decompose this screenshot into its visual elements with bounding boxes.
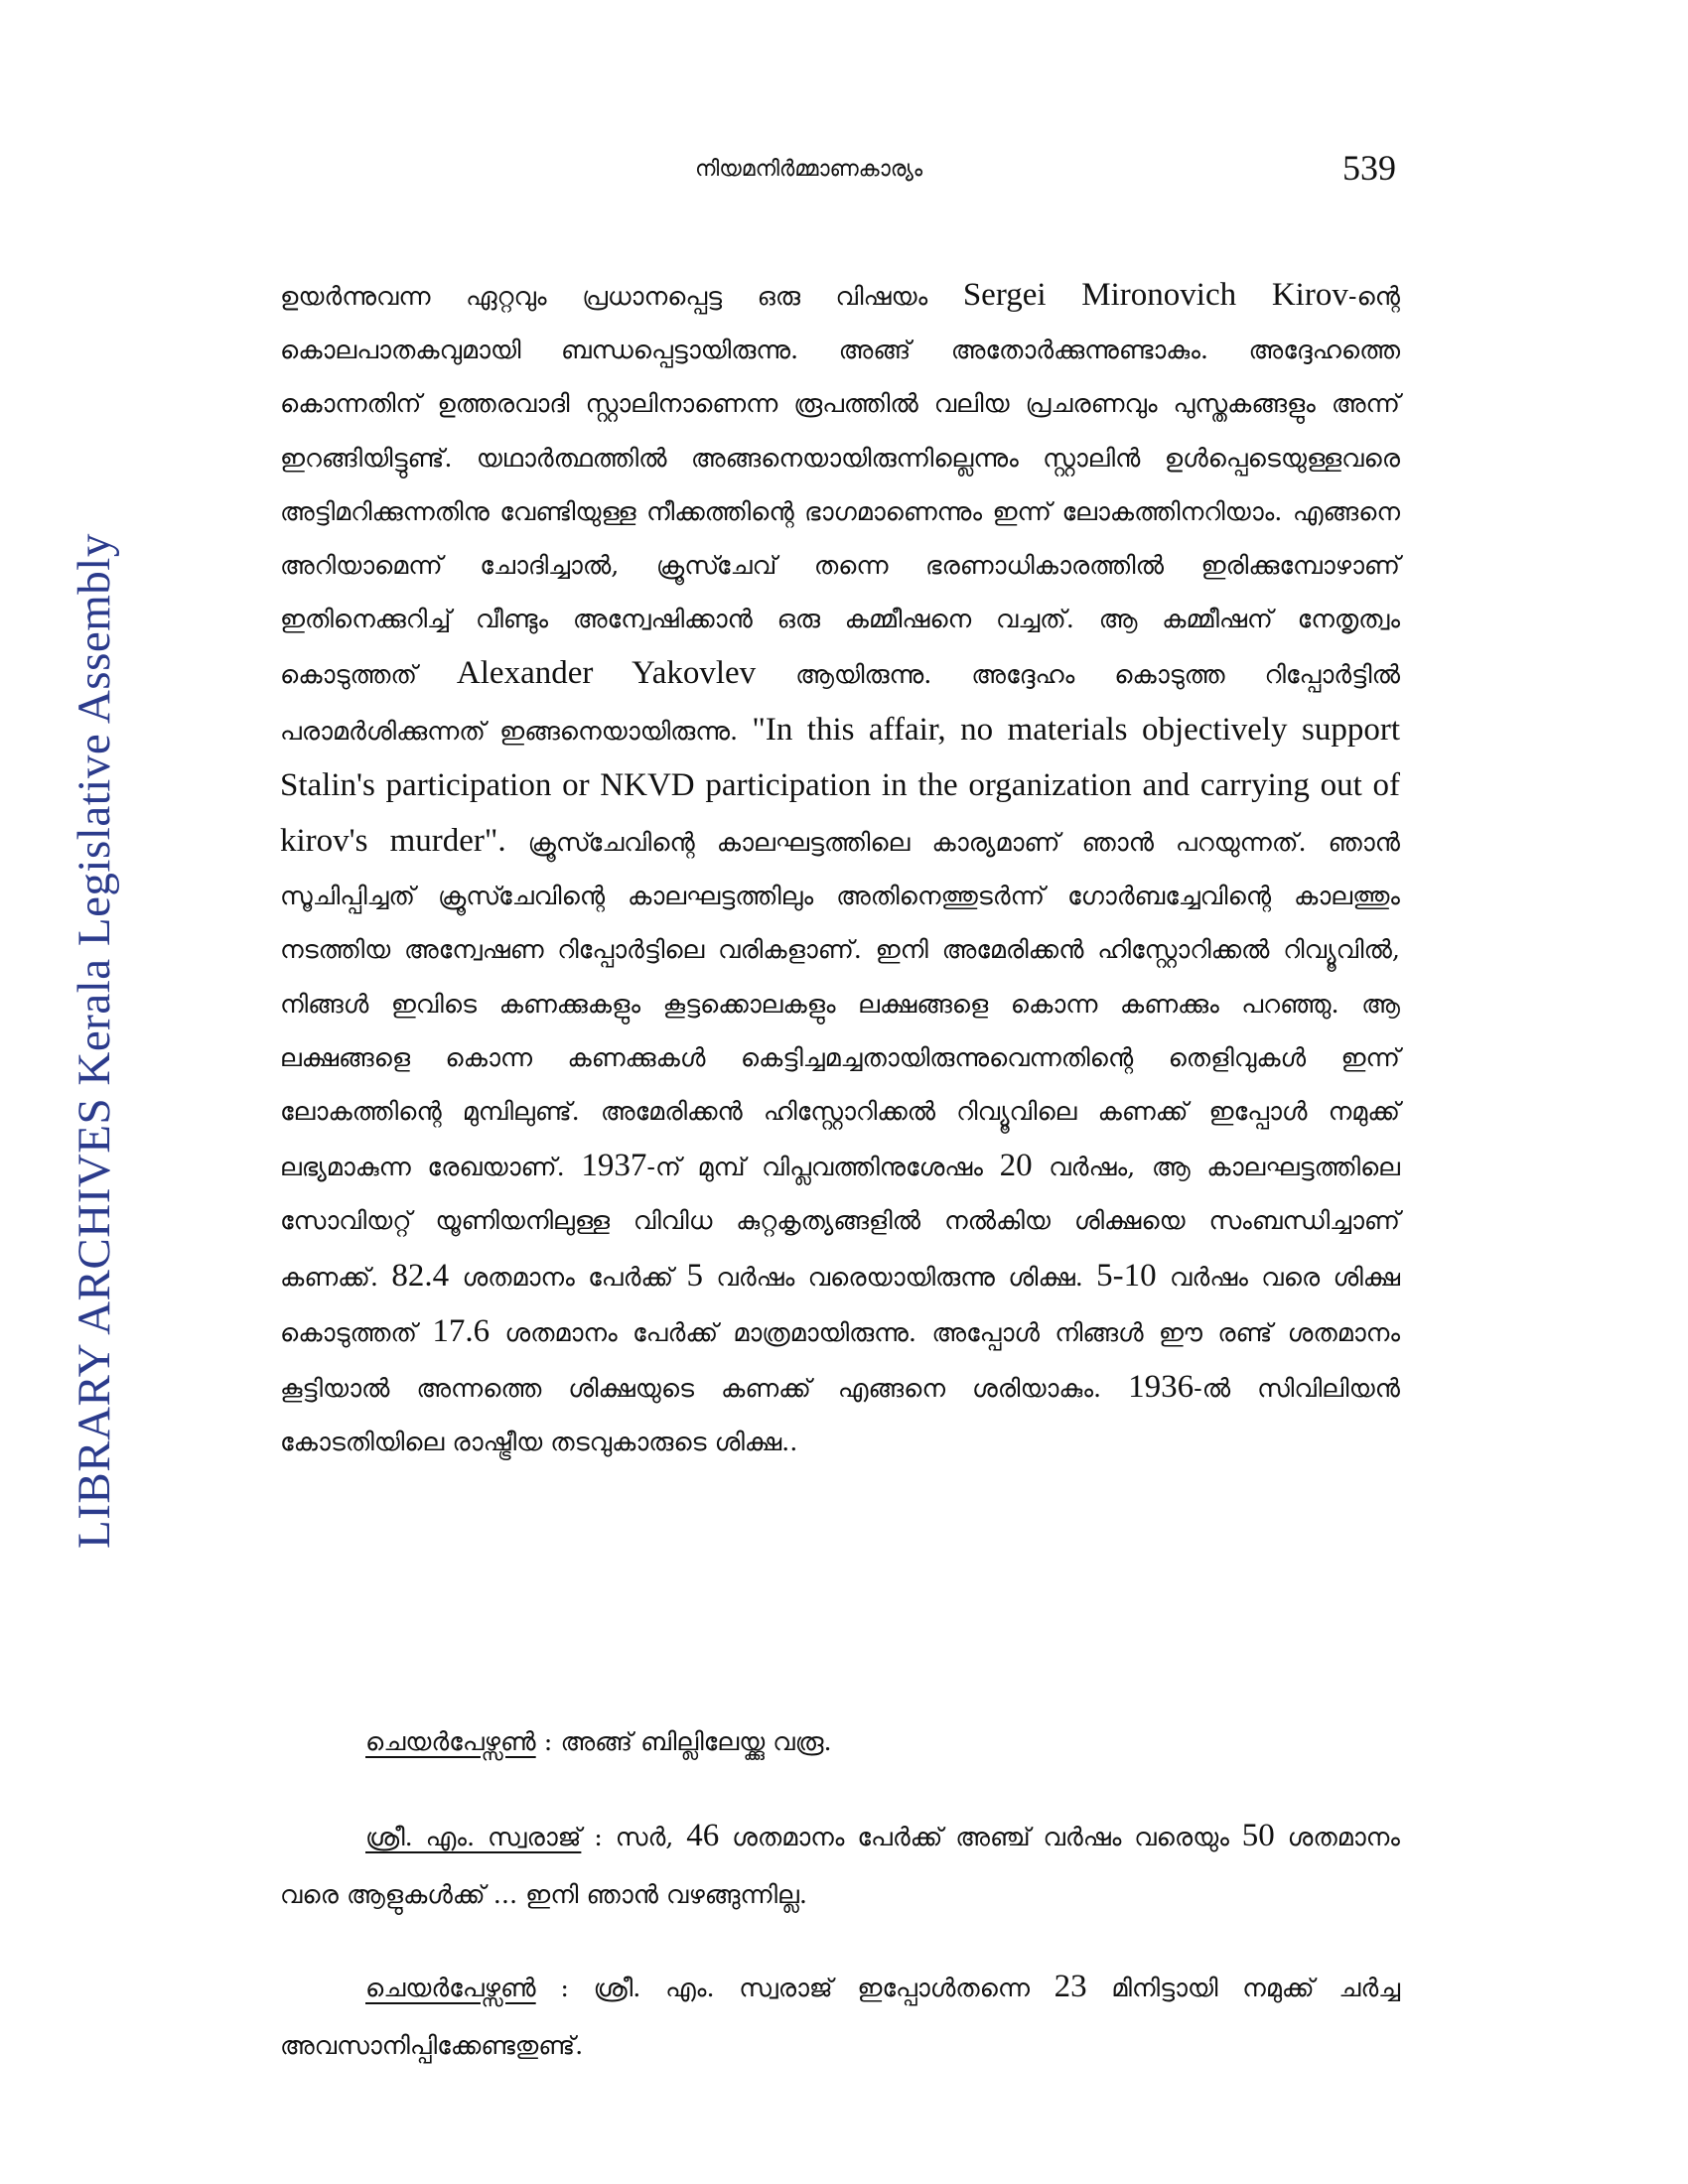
exchange-text: സർ,	[615, 1823, 687, 1852]
exchange-number: 23	[1054, 1969, 1087, 2004]
exchange-text: ശതമാനം പേർക്ക് അഞ്ച് വർഷം വരെയും	[719, 1823, 1242, 1852]
exchange-chair-1	[280, 1713, 1400, 1771]
english-quote: "In this affair, no materials objectively support Stalin's participation or NKVD participation in the organization and carrying out of kirov's murder".	[280, 711, 1401, 860]
exchange-swaraj	[280, 1807, 1400, 1924]
speaker-name: ചെയർപേഴ്സൺ	[365, 1974, 536, 2003]
archive-watermark: LIBRARY ARCHIVES Kerala Legislative Assembly	[69, 533, 120, 1549]
speaker-separator: :	[535, 1727, 561, 1757]
main-paragraph	[280, 268, 1400, 1469]
body-number: 1937	[581, 1148, 647, 1184]
body-text-segment: വർഷം, ആ കാലഘട്ടത്തിലെ സോവിയറ്റ് യൂണിയനിലുള്ള വിവിധ കുറ്റകൃത്യങ്ങളിൽ നൽകിയ ശിക്ഷയെ സംബന്ധിച്ചാണ് കണക്ക്.	[280, 1153, 1400, 1293]
body-text-segment: ശതമാനം പേർക്ക്	[449, 1262, 687, 1293]
speaker-name: ശ്രീ. എം. സ്വരാജ്	[365, 1823, 582, 1852]
body-text-segment: വർഷം വരെ ശിക്ഷ കൊടുത്തത്	[280, 1262, 1401, 1348]
body-number: 82.4	[391, 1257, 450, 1294]
body-text-segment: -ന് മുമ്പ് വിപ്ലവത്തിനുശേഷം	[646, 1153, 1000, 1183]
exchange-text: ശ്രീ. എം. സ്വരാജ് ഇപ്പോൾതന്നെ	[593, 1974, 1055, 2003]
body-text-latin: Sergei Mironovich Kirov	[962, 277, 1348, 313]
body-text-segment: ആയിരുന്നു. അദ്ദേഹം കൊടുത്ത റിപ്പോർട്ടിൽ പരാമർശിക്കുന്നത് ഇങ്ങനെയായിരുന്നു.	[280, 660, 1400, 747]
exchange-text: അങ്ങ് ബില്ലിലേയ്ക്കു വരൂ.	[560, 1727, 832, 1757]
page-number: 539	[1342, 148, 1396, 188]
exchange-number: 50	[1241, 1818, 1275, 1853]
exchange-number: 46	[686, 1818, 720, 1853]
body-text-segment: ഉയർന്നുവന്ന ഏറ്റവും പ്രധാനപ്പെട്ട ഒരു വിഷയം	[280, 282, 963, 312]
body-text-segment: -ൽ സിവിലിയൻ കോടതിയിലെ രാഷ്ട്രീയ തടവുകാരുടെ ശിക്ഷ..	[280, 1374, 1400, 1458]
body-number: 20	[999, 1148, 1033, 1184]
exchange-text: മിനിട്ടായി നമുക്ക് ചർച്ച അവസാനിപ്പിക്കേണ്ടതുണ്ട്.	[280, 1974, 1400, 2061]
body-text-segment: ശതമാനം പേർക്ക് മാത്രമായിരുന്നു. അപ്പോൾ നിങ്ങൾ ഈ രണ്ട് ശതമാനം കൂട്ടിയാൽ അന്നത്തെ ശിക്ഷയുടെ കണക്ക് എങ്ങനെ ശരിയാകും.	[280, 1317, 1400, 1405]
body-text-segment: ക്രൂസ്ചേവിന്റെ കാലഘട്ടത്തിലെ കാര്യമാണ് ഞാൻ പറയുന്നത്. ഞാൻ സൂചിപ്പിച്ചത് ക്രൂസ്ചേവിന്റെ കാലഘട്ടത്തിലും അതിനെത്തുടർന്ന് ഗോർബച്ചേവിന്റെ കാലത്തും നടത്തിയ അന്വേഷണ റിപ്പോർട്ടിലെ വരികളാണ്. ഇനി അമേരിക്കൻ ഹിസ്റ്റോറിക്കൽ റിവ്യൂവിൽ, നിങ്ങൾ ഇവിടെ കണക്കുകളും കൂട്ടക്കൊലകളും ലക്ഷങ്ങളെ കൊന്ന കണക്കും പറഞ്ഞു. ആ ലക്ഷങ്ങളെ കൊന്ന കണക്കുകൾ കെട്ടിച്ചമച്ചതായിരുന്നുവെന്നതിന്റെ തെളിവുകൾ ഇന്ന് ലോകത്തിന്റെ മുമ്പിലുണ്ട്. അമേരിക്കൻ ഹിസ്റ്റോറിക്കൽ റിവ്യൂവിലെ കണക്ക് ഇപ്പോൾ നമുക്ക് ലഭ്യമാകുന്ന രേഖയാണ്.	[280, 828, 1400, 1183]
exchange-chair-2	[280, 1958, 1400, 2075]
body-text-segment: വർഷം വരെയായിരുന്നു ശിക്ഷ.	[703, 1262, 1097, 1293]
body-number: 17.6	[432, 1312, 491, 1349]
body-text-segment: -ന്റെ കൊലപാതകവുമായി ബന്ധപ്പെട്ടായിരുന്നു. അങ്ങ് അതോർക്കുന്നുണ്ടാകും. അദ്ദേഹത്തെ കൊന്നതിന് ഉത്തരവാദി സ്റ്റാലിനാണെന്ന രൂപത്തിൽ വലിയ പ്രചരണവും പുസ്തകങ്ങളും അന്ന് ഇറങ്ങിയിട്ടുണ്ട്. യഥാർത്ഥത്തിൽ അങ്ങനെയായിരുന്നില്ലെന്നും സ്റ്റാലിൻ ഉൾപ്പെടെയുള്ളവരെ അട്ടിമറിക്കുന്നതിനു വേണ്ടിയുള്ള നീക്കത്തിന്റെ ഭാഗമാണെന്നും ഇന്ന് ലോകത്തിനറിയാം. എങ്ങനെ അറിയാമെന്ന് ചോദിച്ചാൽ, ക്രൂസ്ചേവ് തന്നെ ഭരണാധികാരത്തിൽ ഇരിക്കുമ്പോഴാണ് ഇതിനെക്കുറിച്ച് വീണ്ടും അന്വേഷിക്കാൻ ഒരു കമ്മീഷനെ വച്ചത്. ആ കമ്മീഷന് നേതൃത്വം കൊടുത്തത്	[280, 282, 1400, 691]
body-number: 5	[686, 1257, 704, 1294]
body-number: 1936	[1128, 1369, 1195, 1406]
exchange-text: ശതമാനം വരെ ആളുകൾക്ക് ... ഇനി ഞാൻ വഴങ്ങുന്നില്ല.	[280, 1823, 1400, 1910]
body-text-latin: Alexander Yakovlev	[456, 655, 757, 692]
running-title: നിയമനിർമ്മാണകാര്യം	[695, 157, 923, 182]
speaker-separator: :	[535, 1974, 594, 2003]
body-number: 5-10	[1096, 1257, 1157, 1294]
speaker-separator: :	[581, 1823, 616, 1852]
speaker-name: ചെയർപേഴ്സൺ	[365, 1727, 536, 1757]
